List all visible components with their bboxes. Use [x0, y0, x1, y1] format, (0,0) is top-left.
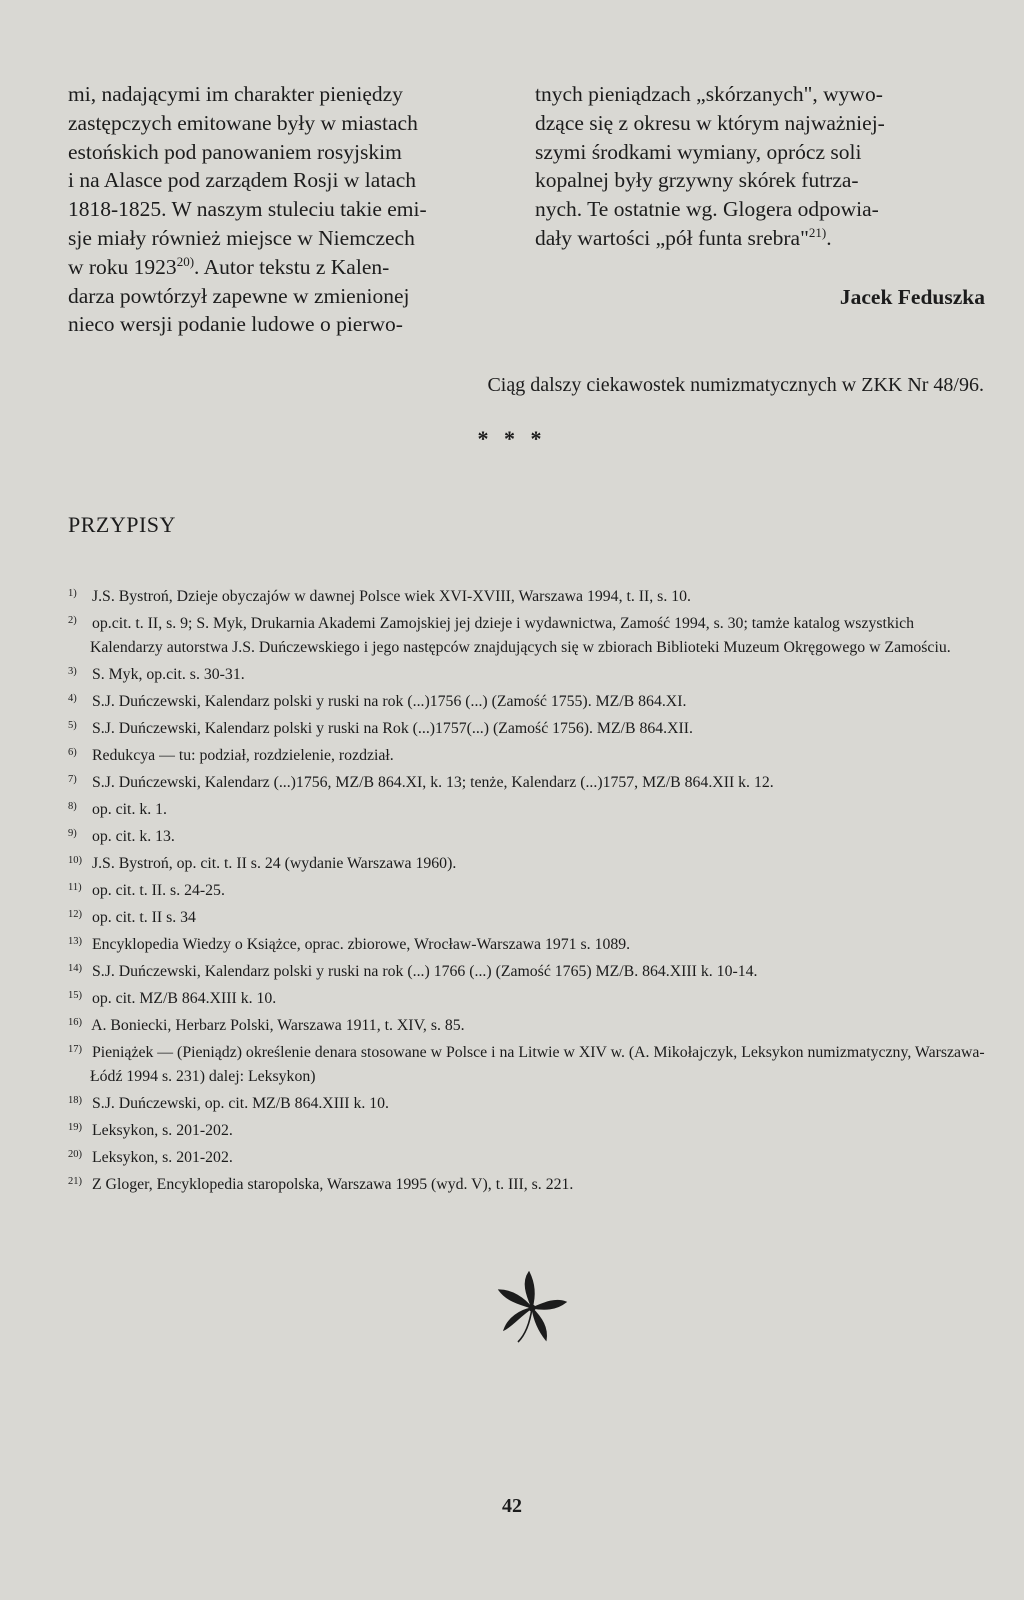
footnote-number: 12): [68, 909, 82, 920]
footnote-number: 1): [68, 588, 77, 599]
text-fragment: dały wartości „pół funta srebra": [535, 225, 809, 250]
footnote-number: 5): [68, 720, 77, 731]
footnote-number: 19): [68, 1122, 82, 1133]
text-fragment: .: [826, 225, 832, 250]
footnote-text: op. cit. t. II. s. 24-25.: [91, 882, 225, 899]
footnote-number: 10): [68, 855, 82, 866]
footnote-3: [68, 660, 986, 687]
footnote-text: S. Myk, op.cit. s. 30-31.: [91, 666, 245, 683]
footnote-10: [68, 849, 986, 876]
footnote-number: 2): [68, 615, 77, 626]
footnote-number: 14): [68, 963, 82, 974]
text-line: tnych pieniądzach „skórzanych", wywo-: [535, 82, 883, 106]
footnote-text: Leksykon, s. 201-202.: [91, 1149, 233, 1166]
footnote-number: 6): [68, 747, 77, 758]
section-separator: * * *: [477, 426, 547, 451]
footnote-text: S.J. Duńczewski, op. cit. MZ/B 864.XIII k. 10.: [91, 1095, 389, 1112]
text-line: [535, 224, 975, 253]
text-line: darza powtórzył zapewne w zmienionej: [68, 283, 410, 308]
footnote-4: [68, 687, 986, 714]
footnotes-heading: PRZYPISY: [68, 512, 176, 537]
footnote-number: 15): [68, 990, 82, 1001]
text-line: 1818-1825. W naszym stuleciu takie emi-: [68, 197, 427, 222]
footnote-number: 13): [68, 936, 82, 947]
footnote-text: S.J. Duńczewski, Kalendarz polski y ruski na rok (...)1756 (...) (Zamość 1755). MZ/B 864.XI.: [91, 693, 687, 710]
text-fragment: w roku 1923: [68, 254, 177, 279]
text-line: zastępczych emitowane były w miastach: [68, 110, 418, 135]
text-line: nieco wersji podanie ludowe o pierwo-: [68, 312, 403, 337]
footnote-number: 17): [68, 1044, 82, 1055]
continuation-note: Ciąg dalszy ciekawostek numizmatycznych w ZKK Nr 48/96.: [487, 374, 984, 396]
footnote-17: [68, 1038, 986, 1089]
footnote-text: J.S. Bystroń, Dzieje obyczajów w dawnej Polsce wiek XVI-XVIII, Warszawa 1994, t. II, s. 10.: [91, 588, 691, 605]
footnote-8: [68, 795, 986, 822]
footnote-text: op. cit. k. 13.: [91, 828, 175, 845]
footnote-number: 8): [68, 801, 77, 812]
author-signature: Jacek Feduszka: [839, 285, 985, 309]
footnote-19: [68, 1116, 986, 1143]
footnote-14: [68, 957, 986, 984]
footnote-16: [68, 1011, 986, 1038]
footnote-number: 3): [68, 666, 77, 677]
footnote-5: [68, 714, 986, 741]
footnote-number: 16): [68, 1017, 82, 1028]
footnotes-list: [68, 582, 986, 1197]
footnote-1: [68, 582, 986, 609]
footnote-number: 7): [68, 774, 77, 785]
footnote-number: 20): [68, 1149, 82, 1160]
footnote-text: op.cit. t. II, s. 9; S. Myk, Drukarnia Akademi Zamojskiej jej dzieje i wydawnictwa, Zamość 1994, s. 30; tamże katalog wszystkich Kalendarzy autorstwa J.S. Duńczewskiego i jego następców znajdujących się w zbiorach Biblioteki Muzeum Okręgowego w Zamościu.: [90, 615, 951, 656]
text-fragment: . Autor tekstu z Kalen-: [194, 254, 390, 279]
footnote-text: op. cit. t. II s. 34: [91, 909, 196, 926]
text-line: [68, 253, 508, 282]
text-line: kopalnej były grzywny skórek futrza-: [535, 168, 859, 193]
footnote-20: [68, 1143, 986, 1170]
footnote-text: op. cit. k. 1.: [91, 801, 167, 818]
footnote-number: 21): [68, 1176, 82, 1187]
footnote-ref: 20): [176, 253, 195, 269]
footnote-text: Z Gloger, Encyklopedia staropolska, Warszawa 1995 (wyd. V), t. III, s. 221.: [91, 1176, 574, 1193]
text-line: dzące się z okresu w którym najważniej-: [535, 110, 885, 135]
footnote-9: [68, 822, 986, 849]
footnote-text: Encyklopedia Wiedzy o Książce, oprac. zbiorowe, Wrocław-Warszawa 1971 s. 1089.: [91, 936, 631, 953]
footnote-text: op. cit. MZ/B 864.XIII k. 10.: [91, 990, 277, 1007]
text-line: mi, nadającymi im charakter pieniędzy: [68, 82, 403, 106]
text-line: estońskich pod panowaniem rosyjskim: [68, 139, 402, 164]
footnote-15: [68, 984, 986, 1011]
footnote-text: Pieniążek — (Pieniądz) określenie denara stosowane w Polsce i na Litwie w XIV w. (A. Mikołajczyk, Leksykon numizmatyczny, Warszawa-Łódź 1994 s. 231) dalej: Leksykon): [90, 1044, 985, 1085]
footnote-21: [68, 1170, 986, 1197]
footnote-6: [68, 741, 986, 768]
footnote-text: A. Boniecki, Herbarz Polski, Warszawa 1911, t. XIV, s. 85.: [91, 1017, 465, 1034]
footnote-text: Leksykon, s. 201-202.: [91, 1122, 233, 1139]
footnote-13: [68, 930, 986, 957]
footnote-text: S.J. Duńczewski, Kalendarz polski y ruski na rok (...) 1766 (...) (Zamość 1765) MZ/B. 864.XIII k. 10-14.: [91, 963, 758, 980]
footnote-text: J.S. Bystroń, op. cit. t. II s. 24 (wydanie Warszawa 1960).: [91, 855, 457, 872]
footnote-number: 4): [68, 693, 77, 704]
floral-ornament-icon: [496, 1268, 568, 1346]
text-line: szymi środkami wymiany, oprócz soli: [535, 139, 862, 164]
page-number: 42: [502, 1495, 522, 1517]
text-line: nych. Te ostatnie wg. Glogera odpowia-: [535, 197, 879, 222]
footnote-12: [68, 903, 986, 930]
footnote-text: S.J. Duńczewski, Kalendarz (...)1756, MZ/B 864.XI, k. 13; tenże, Kalendarz (...)1757, MZ/B 864.XII k. 12.: [91, 774, 774, 791]
article-left-column: [68, 80, 508, 339]
text-line: sje miały również miejsce w Niemczech: [68, 225, 415, 250]
footnote-ref: 21): [808, 224, 827, 240]
footnote-number: 11): [68, 882, 82, 893]
footnote-7: [68, 768, 986, 795]
footnote-text: Redukcya — tu: podział, rozdzielenie, rozdział.: [91, 747, 394, 764]
footnote-text: S.J. Duńczewski, Kalendarz polski y ruski na Rok (...)1757(...) (Zamość 1756). MZ/B 864.XII.: [91, 720, 694, 737]
text-line: i na Alasce pod zarządem Rosji w latach: [68, 168, 417, 193]
footnote-number: 18): [68, 1095, 82, 1106]
article-right-column: [535, 80, 975, 253]
footnote-number: 9): [68, 828, 77, 839]
footnote-2: [68, 609, 986, 660]
footnote-18: [68, 1089, 986, 1116]
footnote-11: [68, 876, 986, 903]
